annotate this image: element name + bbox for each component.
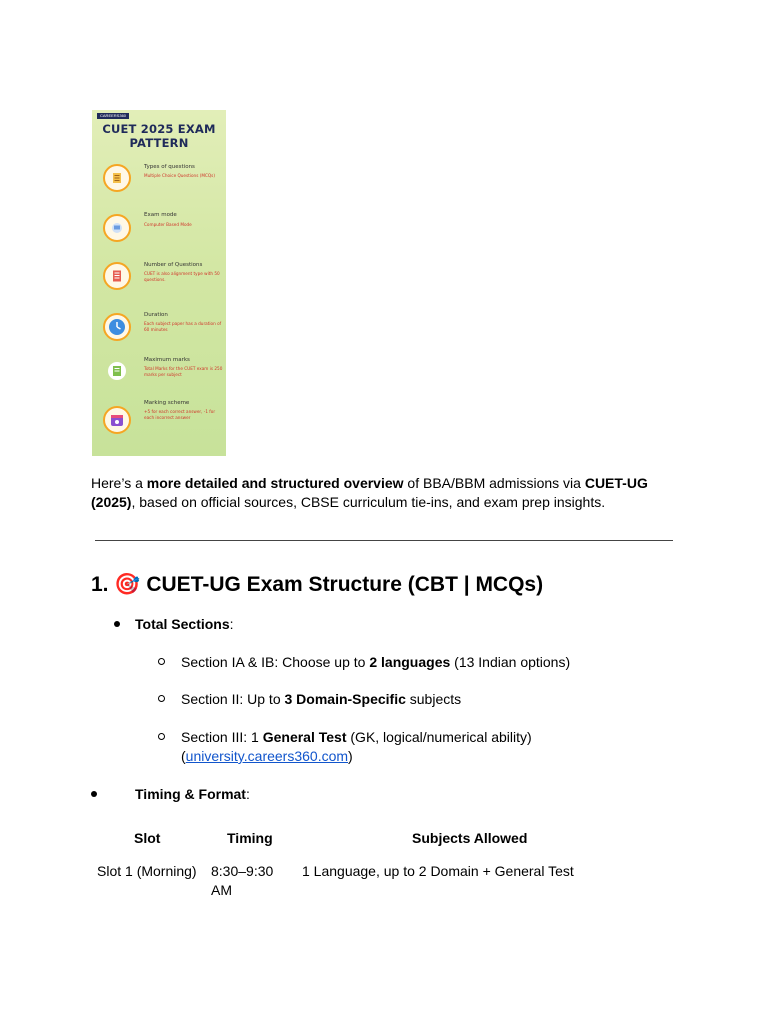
infographic-title-line2: PATTERN	[129, 136, 189, 150]
infographic-item-duration	[102, 312, 226, 352]
infographic-item-marking	[102, 400, 226, 440]
table-header-slot: Slot	[134, 830, 161, 846]
document-icon	[103, 262, 131, 290]
infographic-item-desc: CUET is also alignment type with 50 questions.	[144, 271, 220, 282]
infographic-item-questions	[102, 262, 226, 302]
infographic-item-desc: +5 for each correct answer, -1 for each incorrect answer	[144, 409, 216, 420]
computer-icon	[103, 214, 131, 242]
sub-item-domain	[181, 690, 461, 709]
intro-bold-overview: more detailed and structured overview	[146, 475, 404, 491]
sub-item-text: (GK, logical/numerical ability)	[346, 729, 532, 745]
careers360-logo: CAREERS360	[97, 113, 129, 119]
section-title: CUET-UG Exam Structure (CBT | MCQs)	[140, 573, 544, 596]
timing-format-label: Timing & Format	[135, 786, 246, 802]
infographic-item-label: Number of Questions	[144, 262, 203, 268]
sub-item-bold: 3 Domain-Specific	[284, 691, 406, 707]
total-sections-item	[135, 615, 234, 634]
infographic-item-label: Duration	[144, 312, 168, 318]
infographic-item-label: Marking scheme	[144, 400, 190, 406]
sub-item-bold: General Test	[262, 729, 347, 745]
infographic-item-label: Exam mode	[144, 212, 177, 218]
bullet-icon	[114, 621, 120, 627]
intro-paragraph	[91, 474, 671, 512]
horizontal-rule	[95, 540, 673, 541]
infographic-item-desc: Each subject paper has a duration of 60 minutes	[144, 321, 222, 332]
source-link[interactable]: university.careers360.com	[185, 748, 349, 764]
table-cell-slot: Slot 1 (Morning)	[97, 863, 197, 879]
infographic-item-marks	[102, 357, 226, 397]
section-heading	[91, 569, 543, 600]
exam-pattern-infographic	[92, 110, 226, 456]
table-header-timing: Timing	[227, 830, 273, 846]
sub-item-text: Section II: Up to	[181, 691, 285, 707]
timing-line: AM	[211, 882, 232, 898]
colon: :	[245, 786, 250, 802]
bullet-icon	[91, 791, 97, 797]
source-citation	[181, 747, 353, 766]
clock-icon	[103, 313, 131, 341]
sub-item-languages	[181, 653, 570, 672]
paren: (	[181, 748, 186, 764]
edit-icon	[103, 357, 131, 385]
intro-text: of BBA/BBM admissions via	[403, 475, 585, 491]
table-cell-subjects: 1 Language, up to 2 Domain + General Test	[302, 863, 574, 879]
infographic-item-types	[102, 162, 226, 202]
sub-item-general-test	[181, 728, 532, 747]
intro-bold-cuet: CUET-UG (2025)	[91, 475, 648, 510]
circle-bullet-icon	[158, 695, 165, 702]
colon: :	[229, 616, 234, 632]
infographic-item-desc: Computer Based Mode	[144, 222, 192, 227]
infographic-item-label: Maximum marks	[144, 357, 190, 363]
timing-line: 8:30–9:30	[211, 863, 274, 879]
list-icon	[103, 164, 131, 192]
table-header-subjects: Subjects Allowed	[412, 830, 528, 846]
total-sections-label: Total Sections	[135, 616, 230, 632]
intro-text: Here’s a	[91, 475, 147, 491]
infographic-item-desc: Total Marks for the CUET exam is 250 marks per subject	[144, 366, 223, 377]
infographic-title-line1: CUET 2025 EXAM	[102, 122, 216, 136]
sub-item-text: Section III: 1	[181, 729, 263, 745]
infographic-item-mode	[102, 212, 226, 252]
sub-item-text: Section IA & IB: Choose up to	[181, 654, 370, 670]
timing-format-item	[135, 785, 250, 804]
infographic-item-label: Types of questions	[144, 164, 195, 170]
infographic-title	[92, 122, 226, 150]
sub-item-text: (13 Indian options)	[450, 654, 571, 670]
intro-text: , based on official sources, CBSE curriculum tie-ins, and exam prep insights.	[131, 494, 606, 510]
infographic-item-desc: Multiple Choice Questions (MCQs)	[144, 173, 216, 178]
section-number: 1.	[91, 573, 115, 596]
table-cell-timing	[211, 862, 273, 900]
circle-bullet-icon	[158, 733, 165, 740]
sub-item-text: subjects	[405, 691, 462, 707]
sub-item-bold: 2 languages	[369, 654, 451, 670]
circle-bullet-icon	[158, 658, 165, 665]
calendar-icon	[103, 406, 131, 434]
target-icon: 🎯	[114, 572, 141, 596]
paren: )	[348, 748, 353, 764]
